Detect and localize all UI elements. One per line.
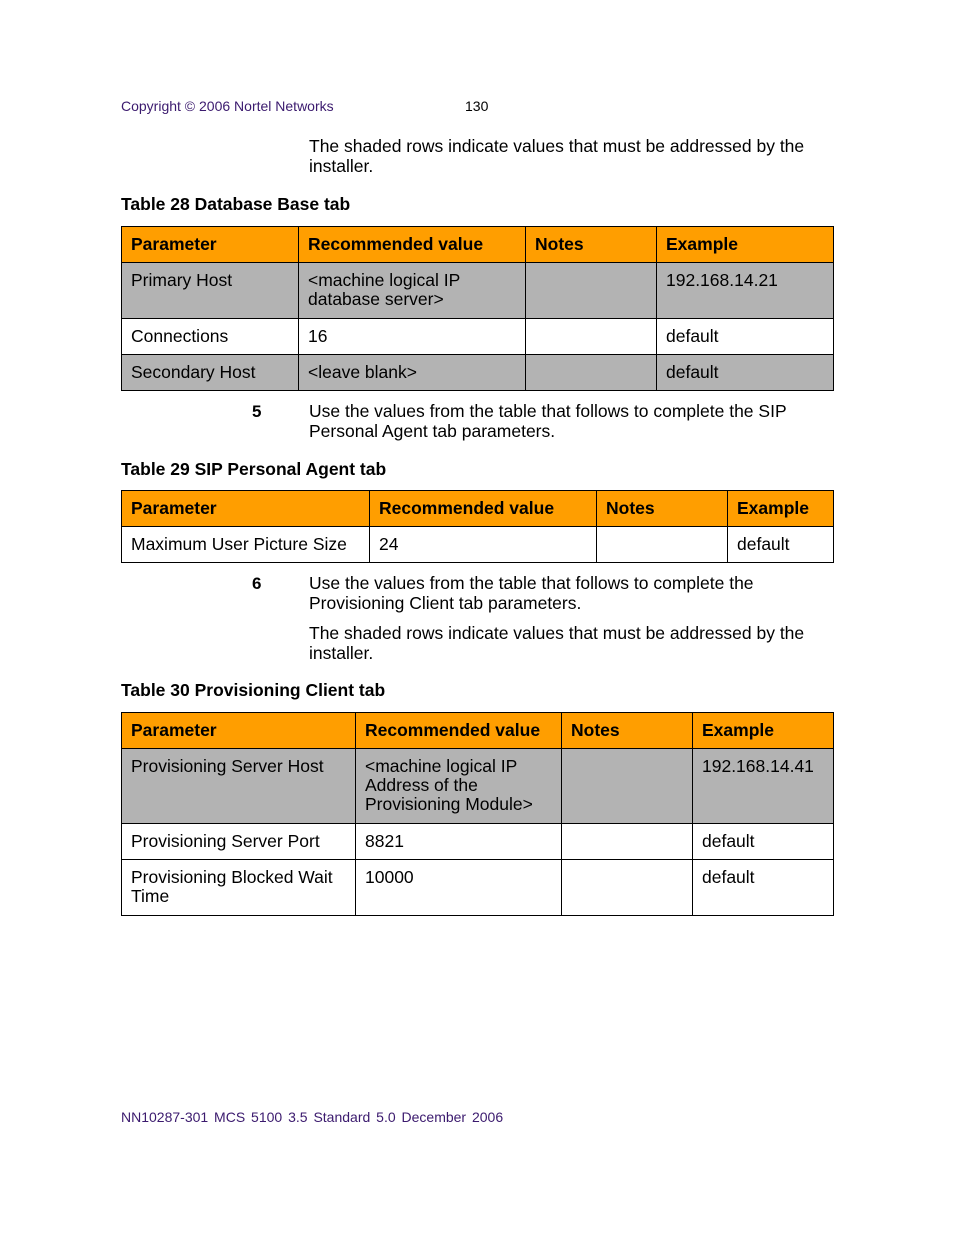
column-header: Parameter [122, 491, 370, 527]
table-cell: default [728, 527, 834, 563]
table-cell [597, 527, 728, 563]
intro-note: The shaded rows indicate values that must be addressed by the installer. [309, 136, 805, 176]
table-29-sip-personal-agent [121, 490, 834, 563]
column-header: Example [693, 713, 834, 749]
column-header: Parameter [122, 227, 299, 263]
table-cell: Secondary Host [122, 355, 299, 391]
table-cell: 10000 [356, 860, 562, 916]
table-cell [562, 824, 693, 860]
table-cell: Provisioning Server Host [122, 749, 356, 824]
table-cell: <machine logical IP database server> [299, 263, 526, 319]
column-header: Example [657, 227, 834, 263]
column-header: Parameter [122, 713, 356, 749]
table-row [122, 860, 834, 916]
table-cell: default [657, 319, 834, 355]
column-header: Notes [562, 713, 693, 749]
table-cell: 24 [370, 527, 597, 563]
step-5-text: Use the values from the table that follows to complete the SIP Personal Agent tab parameters. [309, 401, 787, 441]
table-cell: default [657, 355, 834, 391]
step-5-number: 5 [252, 402, 262, 421]
table-cell [526, 319, 657, 355]
table-cell [562, 860, 693, 916]
table-row [122, 824, 834, 860]
table-row [122, 355, 834, 391]
table-28-caption: Table 28 Database Base tab [121, 194, 351, 214]
table-28-database-base [121, 226, 834, 391]
column-header: Notes [526, 227, 657, 263]
table-cell: Primary Host [122, 263, 299, 319]
table-cell: 192.168.14.41 [693, 749, 834, 824]
table-cell: Provisioning Server Port [122, 824, 356, 860]
table-header-row [122, 713, 834, 749]
table-cell: 192.168.14.21 [657, 263, 834, 319]
table-cell [526, 263, 657, 319]
column-header: Notes [597, 491, 728, 527]
table-header-row [122, 227, 834, 263]
copyright-header: Copyright © 2006 Nortel Networks [121, 98, 334, 114]
step-6-text: Use the values from the table that follows to complete the Provisioning Client tab parameters. [309, 573, 754, 613]
table-cell [526, 355, 657, 391]
column-header: Recommended value [299, 227, 526, 263]
table-cell: 8821 [356, 824, 562, 860]
table-cell: Connections [122, 319, 299, 355]
table-header-row [122, 491, 834, 527]
table-cell: 16 [299, 319, 526, 355]
document-footer: NN10287-301 MCS 5100 3.5 Standard 5.0 December 2006 [121, 1109, 504, 1125]
table-cell: Maximum User Picture Size [122, 527, 370, 563]
table-row [122, 263, 834, 319]
table-row [122, 319, 834, 355]
table-29-caption: Table 29 SIP Personal Agent tab [121, 459, 387, 479]
column-header: Recommended value [370, 491, 597, 527]
table-cell: <machine logical IP Address of the Provisioning Module> [356, 749, 562, 824]
table-cell: default [693, 824, 834, 860]
page-number: 130 [465, 98, 489, 114]
table-30-provisioning-client [121, 712, 834, 916]
table-row [122, 749, 834, 824]
table-30-caption: Table 30 Provisioning Client tab [121, 680, 386, 700]
table-cell: <leave blank> [299, 355, 526, 391]
table-cell: Provisioning Blocked Wait Time [122, 860, 356, 916]
table-cell [562, 749, 693, 824]
column-header: Example [728, 491, 834, 527]
table-row [122, 527, 834, 563]
step-6-number: 6 [252, 574, 262, 593]
column-header: Recommended value [356, 713, 562, 749]
table-cell: default [693, 860, 834, 916]
step-6-note: The shaded rows indicate values that must be addressed by the installer. [309, 623, 805, 663]
